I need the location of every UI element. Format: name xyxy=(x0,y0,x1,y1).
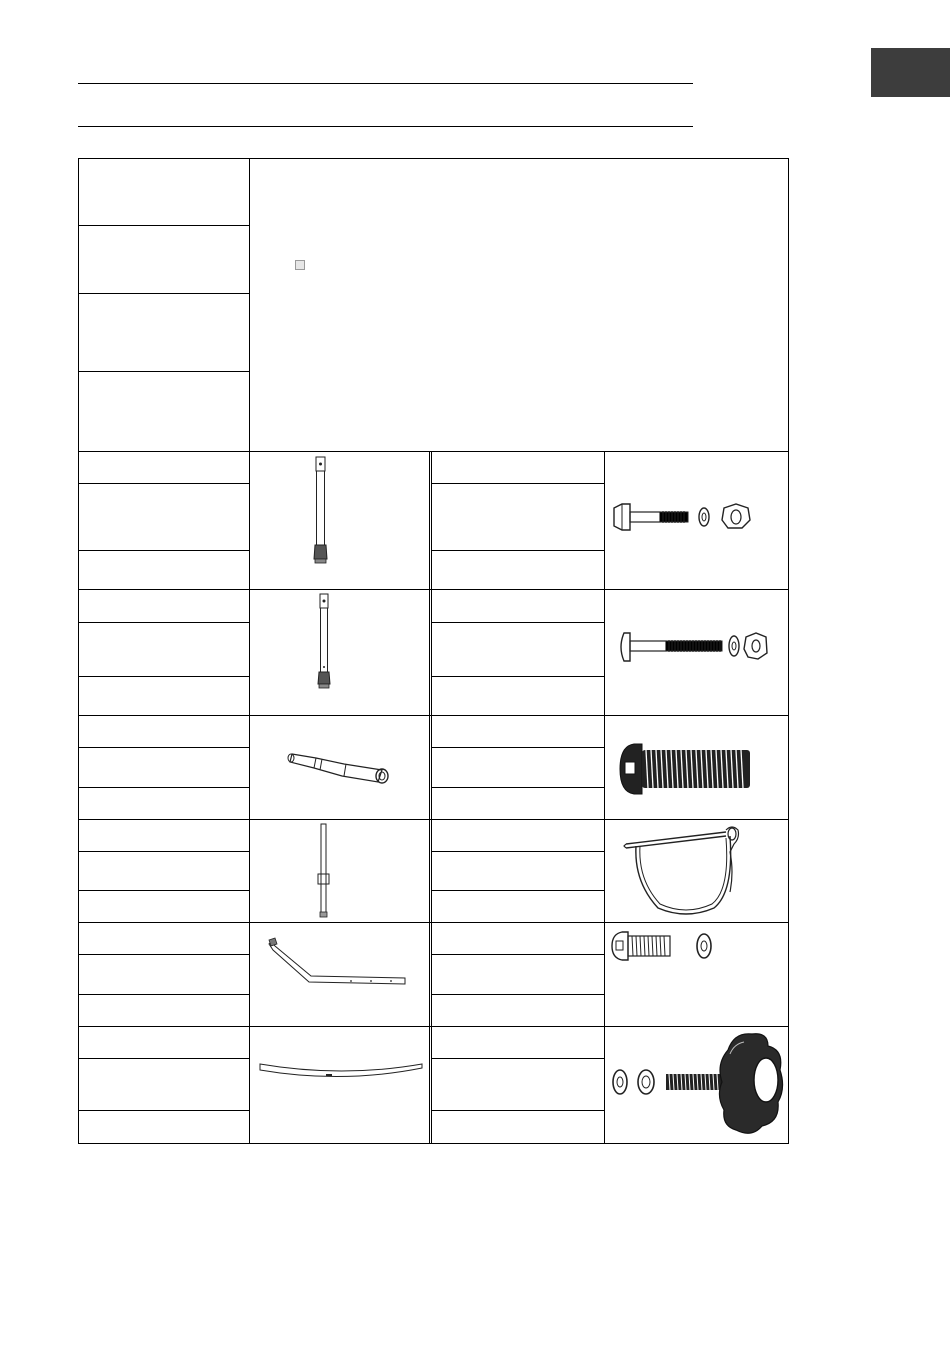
table-divider xyxy=(78,1026,789,1027)
table-divider xyxy=(78,293,250,294)
table-divider xyxy=(432,954,604,955)
table-divider xyxy=(78,225,250,226)
part-image-horizontal-tube xyxy=(286,748,392,784)
table-divider xyxy=(432,787,604,788)
part-image-curved-bar xyxy=(258,1058,426,1084)
table-divider xyxy=(78,550,250,551)
part-image-hex-bolt-washer-nut xyxy=(612,498,762,540)
section-tab-marker xyxy=(871,48,950,97)
table-divider xyxy=(78,922,789,923)
table-divider xyxy=(78,1110,250,1111)
intro-checkbox[interactable] xyxy=(295,260,305,270)
part-image-lynch-pin xyxy=(622,822,752,920)
table-divider xyxy=(78,1058,250,1059)
table-divider xyxy=(78,851,250,852)
table-divider xyxy=(78,589,789,590)
part-image-carriage-bolt-washer-nut xyxy=(618,629,768,665)
table-divider xyxy=(78,622,250,623)
table-divider xyxy=(432,622,604,623)
part-image-bent-frame-bar xyxy=(265,936,411,988)
table-divider xyxy=(604,451,605,1144)
table-divider xyxy=(249,158,250,1144)
table-divider xyxy=(429,451,432,1144)
table-divider xyxy=(78,819,789,820)
part-image-tube-short xyxy=(308,593,338,693)
table-divider xyxy=(432,1058,604,1059)
table-divider xyxy=(432,890,604,891)
table-divider xyxy=(78,787,250,788)
table-divider xyxy=(432,1110,604,1111)
header-rule-top xyxy=(78,83,693,84)
table-divider xyxy=(432,747,604,748)
part-image-knob-screw xyxy=(608,1030,786,1138)
table-divider xyxy=(432,676,604,677)
table-divider xyxy=(78,715,789,716)
table-divider xyxy=(432,994,604,995)
part-image-rod-with-clamp xyxy=(312,822,336,920)
part-image-small-bolt-washer xyxy=(612,928,722,964)
table-divider xyxy=(78,954,250,955)
part-image-tube-long xyxy=(300,455,340,567)
table-divider xyxy=(78,483,250,484)
table-divider xyxy=(78,371,250,372)
table-divider xyxy=(432,550,604,551)
table-divider xyxy=(78,747,250,748)
table-divider xyxy=(78,676,250,677)
table-divider xyxy=(432,483,604,484)
table-divider xyxy=(432,851,604,852)
header-rule-bottom xyxy=(78,126,693,127)
table-divider xyxy=(78,994,250,995)
table-divider xyxy=(78,890,250,891)
part-image-button-head-bolt xyxy=(620,740,756,798)
table-divider xyxy=(78,451,789,452)
